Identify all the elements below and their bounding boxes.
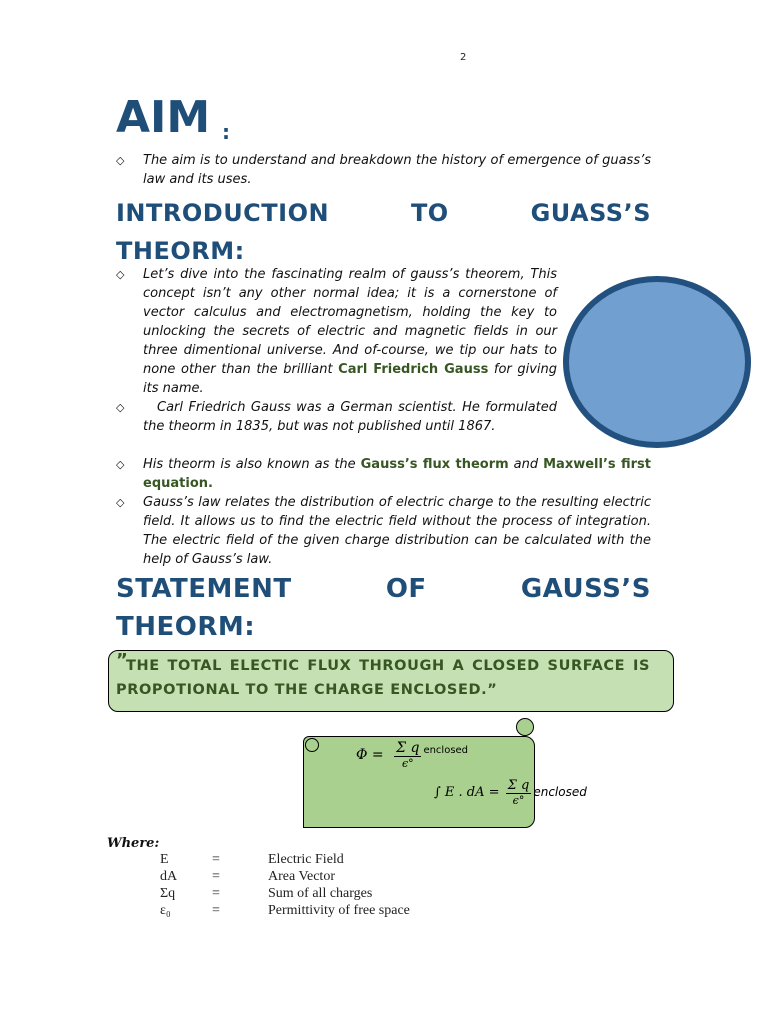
definition-desc: Area Vector — [268, 869, 335, 884]
enclosed-label-italic: enclosed — [533, 785, 587, 799]
gauss-name-highlight: Carl Friedrich Gauss — [338, 362, 489, 377]
statement-heading-word: GAUSS’S — [520, 574, 651, 604]
statement-heading-line2: THEORM: — [116, 612, 256, 642]
intro-heading — [116, 194, 651, 270]
definition-symbol: ε₀ — [160, 903, 171, 918]
integral-expression: ∫ E . dA = — [434, 785, 500, 800]
sum-q-numerator: Σ q — [396, 740, 420, 756]
definition-symbol: Σq — [160, 886, 176, 901]
intro-bullet-4-text: Gauss’s law relates the distribution of electric charge to the resulting electric field. It allows us to find the electric field without the process of integration. The electric field of the given charge distribution can be calculated with the help of Gauss’s law. — [143, 495, 651, 567]
intro-bullet-1-text: Let’s dive into the fascinating realm of gauss’s theorem, This concept isn’t any other normal idea; it is a cornerstone of vector calculus and electromagnetism, holding the key to unlocking the secrets of electric and magnetic fields in our three dimentional universe. And of-course, we tip our hats to none other than the brilliant — [143, 267, 557, 377]
intro-bullet-3-mid: and — [508, 457, 544, 472]
where-title: Where: — [107, 836, 160, 851]
intro-heading-line2: THEORM: — [116, 237, 245, 265]
open-quote-mark: ” — [116, 650, 128, 671]
definition-equals: = — [212, 903, 220, 918]
definition-equals: = — [212, 852, 220, 867]
sum-q-numerator: Σ q — [507, 778, 530, 793]
phi-symbol: Φ = — [356, 747, 384, 763]
definition-desc: Permittivity of free space — [268, 903, 410, 918]
diamond-bullet-icon: ◇ — [116, 458, 125, 471]
integral-equation — [434, 778, 587, 807]
diamond-bullet-icon: ◇ — [116, 268, 125, 281]
scroll-curl-top-shape — [516, 718, 534, 736]
intro-bullet-3-text: His theorm is also known as the — [143, 457, 361, 472]
intro-heading-word: INTRODUCTION — [116, 199, 330, 227]
enclosed-label: enclosed — [423, 745, 469, 756]
definition-equals: = — [212, 886, 220, 901]
statement-heading-word: STATEMENT — [116, 574, 292, 604]
flux-theorm-highlight: Gauss’s flux theorm — [360, 457, 509, 472]
intro-heading-word: TO — [410, 199, 449, 227]
diamond-bullet-icon: ◇ — [116, 154, 125, 167]
maxwell-highlight: Maxwell’s first equation. — [143, 457, 651, 491]
definition-symbol: E — [160, 852, 169, 867]
intro-bullet-1-tail: for giving its name. — [143, 362, 557, 396]
statement-quote-text — [116, 654, 650, 702]
definition-desc: Electric Field — [268, 852, 344, 867]
intro-heading-word: GUASS’S — [530, 199, 651, 227]
blue-circle-shape — [563, 276, 751, 448]
page-number: 2 — [460, 52, 467, 63]
epsilon-denominator: ϵ° — [512, 794, 525, 807]
aim-colon: : — [222, 120, 230, 144]
diamond-bullet-icon: ◇ — [116, 496, 125, 509]
statement-quote-body: THE TOTAL ELECTIC FLUX THROUGH A CLOSED SURFACE IS PROPOTIONAL TO THE CHARGE ENCLOSED.” — [116, 658, 650, 698]
statement-heading — [116, 570, 651, 646]
definition-symbol: dA — [160, 869, 178, 884]
diamond-bullet-icon: ◇ — [116, 401, 125, 414]
aim-bullet-text: The aim is to understand and breakdown the history of emergence of guass’s law and its uses. — [143, 153, 651, 187]
epsilon-denominator: ϵ° — [401, 757, 414, 770]
statement-heading-word: OF — [385, 574, 427, 604]
flux-equation — [356, 740, 468, 770]
definition-equals: = — [212, 869, 220, 884]
definition-desc: Sum of all charges — [268, 886, 373, 901]
scroll-curl-left-shape — [305, 738, 319, 752]
intro-bullet-2-text: Carl Friedrich Gauss was a German scientist. He formulated the theorm in 1835, but was not published until 1867. — [143, 400, 557, 434]
aim-title: AIM — [116, 92, 211, 143]
